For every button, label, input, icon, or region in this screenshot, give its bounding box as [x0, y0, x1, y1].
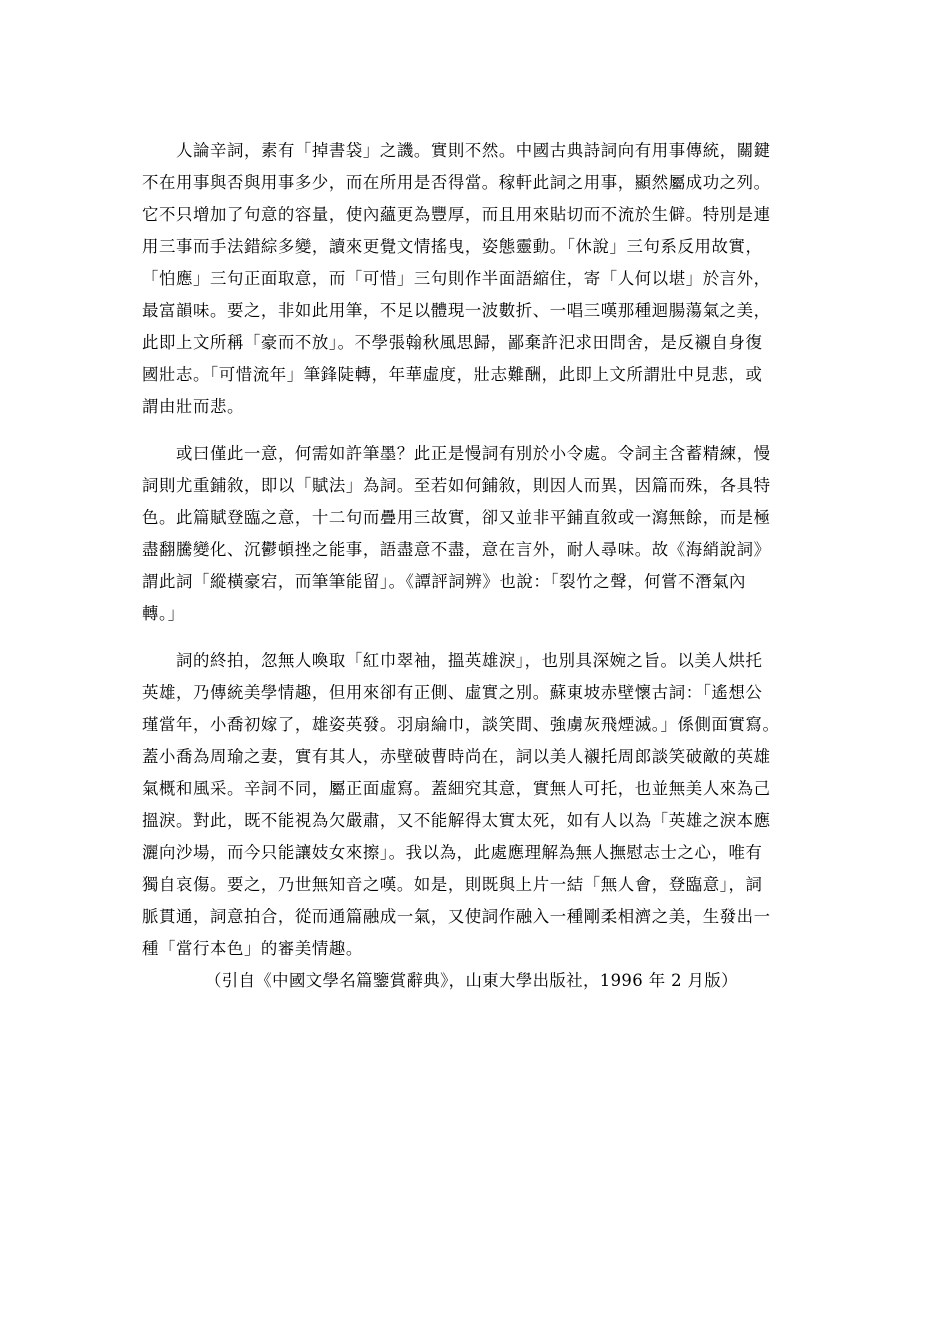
paragraph-line: 詞的終拍，忽無人喚取「紅巾翠袖，搵英雄淚」，也別具深婉之旨。以美人烘托: [176, 651, 763, 670]
paragraph-line: 脈貫通，詞意拍合，從而通篇融成一氣，又使詞作融入一種剛柔相濟之美，生發出一: [142, 907, 771, 926]
paragraph-line: 蓋小喬為周瑜之妻，實有其人，赤壁破曹時尚在，詞以美人襯托周郎談笑破敵的英雄: [142, 747, 771, 766]
paragraph-line: 國壯志。「可惜流年」筆鋒陡轉，年華虛度，壯志難酬，此即上文所謂壯中見悲，或: [142, 365, 763, 384]
paragraph-line: 氣概和風采。辛詞不同，屬正面虛寫。蓋細究其意，實無人可托，也並無美人來為己: [142, 779, 771, 798]
paragraph-line: 謂由壯而悲。: [142, 397, 244, 416]
paragraph-line: 最富韻味。要之，非如此用筆，不足以體現一波數折、一唱三嘆那種迴腸蕩氣之美，: [142, 301, 771, 320]
paragraph-line: 用三事而手法錯綜多變，讀來更覺文情搖曳，姿態靈動。「休說」三句系反用故實，: [142, 237, 763, 256]
paragraph-line: 謂此詞「縱橫豪宕，而筆筆能留」。《譚評詞辨》也說：「裂竹之聲，何嘗不潛氣內: [142, 572, 747, 591]
paragraph-line: 此即上文所稱「豪而不放」。不學張翰秋風思歸，鄙棄許汜求田問舍，是反襯自身復: [142, 333, 763, 352]
paragraph-line: 轉。」: [142, 604, 185, 623]
paragraph-line: 詞則尤重鋪敘，即以「賦法」為詞。至若如何鋪敘，則因人而異，因篇而殊，各具特: [142, 476, 771, 495]
paragraph-line: 獨自哀傷。要之，乃世無知音之嘆。如是，則既與上片一結「無人會，登臨意」，詞: [142, 875, 763, 894]
paragraph-line: 「怕應」三句正面取意，而「可惜」三句則作半面語縮住，寄「人何以堪」於言外，: [142, 269, 771, 288]
paragraph-line: 瑾當年，小喬初嫁了，雄姿英發。羽扇綸巾，談笑間、強虜灰飛煙滅。」係側面實寫。: [142, 715, 780, 734]
paragraph-line: 或曰僅此一意，何需如許筆墨？此正是慢詞有別於小令處。令詞主含蓄精練，慢: [176, 444, 771, 463]
paragraph-line: 盡翻騰變化、沉鬱頓挫之能事，語盡意不盡，意在言外，耐人尋味。故《海綃說詞》: [142, 540, 771, 559]
paragraph-line: 色。此篇賦登臨之意，十二句而疊用三故實，卻又並非平鋪直敘或一瀉無餘，而是極: [142, 508, 771, 527]
paragraph-line: 它不只增加了句意的容量，使內蘊更為豐厚，而且用來貼切而不流於生僻。特別是連: [142, 205, 771, 224]
source-citation: （引自《中國文學名篇鑒賞辭典》，山東大學出版社，1996 年 2 月版）: [205, 971, 738, 990]
paragraph-line: 種「當行本色」的審美情趣。: [142, 939, 363, 958]
paragraph-line: 灑向沙場，而今只能讓妓女來擦」。我以為，此處應理解為無人撫慰志士之心，唯有: [142, 843, 763, 862]
paragraph-line: 不在用事與否與用事多少，而在所用是否得當。稼軒此詞之用事，顯然屬成功之列。: [142, 173, 771, 192]
paragraph-line: 英雄，乃傳統美學情趣，但用來卻有正側、虛實之別。蘇東坡赤壁懷古詞：「遙想公: [142, 683, 763, 702]
paragraph-line: 人論辛詞，素有「掉書袋」之譏。實則不然。中國古典詩詞向有用事傳統，關鍵: [176, 141, 771, 160]
paragraph-line: 搵淚。對此，既不能視為欠嚴肅，又不能解得太實太死，如有人以為「英雄之淚本應: [142, 811, 771, 830]
